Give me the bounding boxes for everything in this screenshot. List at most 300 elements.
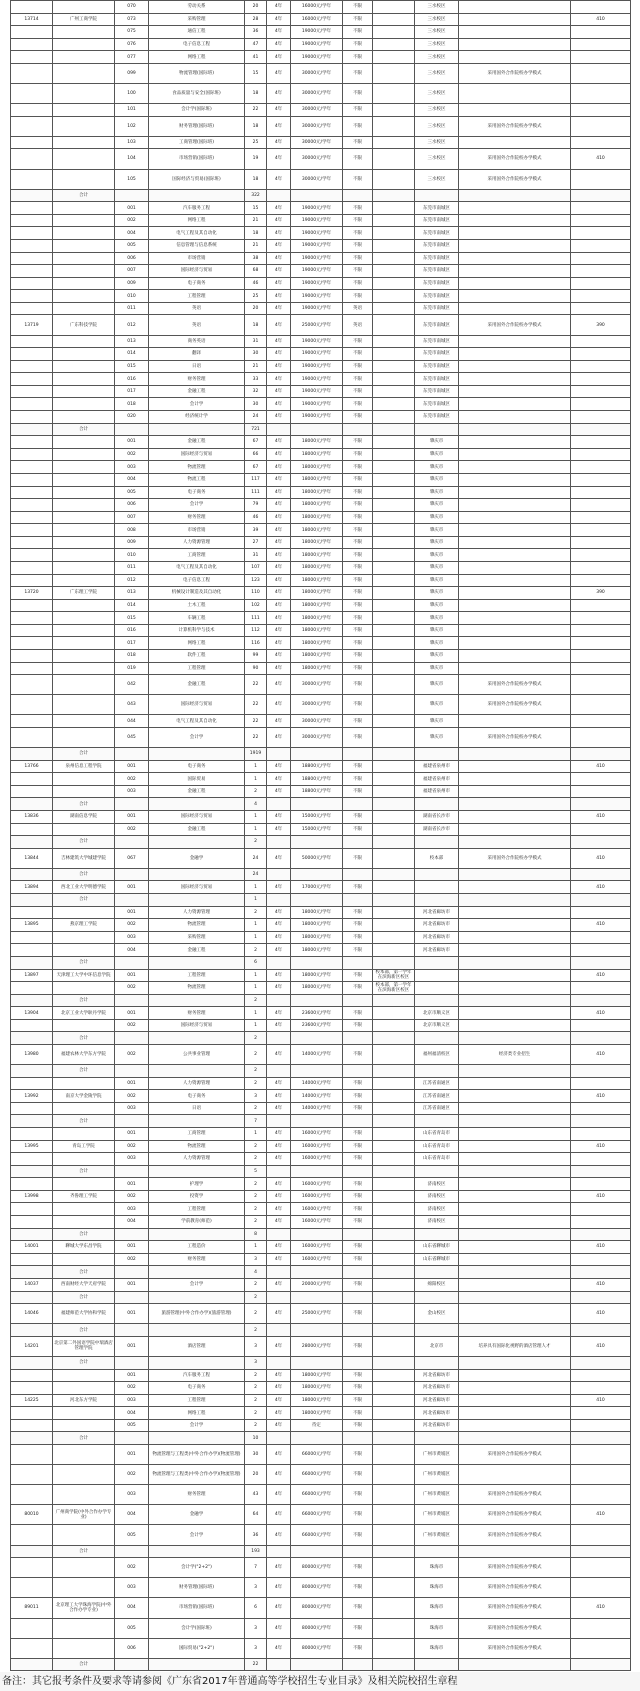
campus-cell: 河北省廊坊市: [415, 1419, 459, 1432]
years-cell: 4年: [267, 84, 291, 104]
language-cell: 不限: [343, 715, 373, 728]
language-cell: 不限: [343, 84, 373, 104]
remark-cell: [459, 411, 571, 424]
campus-cell: [415, 1165, 459, 1178]
plan-count-cell: 43: [245, 1485, 267, 1505]
years-cell: 4年: [267, 214, 291, 227]
score-cell: 390: [571, 587, 631, 600]
major-name-cell: 市场营销: [149, 524, 245, 537]
note-cell: [373, 1407, 415, 1420]
language-cell: [343, 1165, 373, 1178]
school-id-cell: [11, 748, 53, 761]
school-id-cell: [11, 1115, 53, 1128]
table-row: [11, 561, 631, 574]
years-cell: [267, 1324, 291, 1337]
score-cell: [571, 1324, 631, 1337]
fee-cell: 18000元/学年: [291, 549, 343, 562]
school-id-cell: [11, 1203, 53, 1216]
fee-cell: [291, 956, 343, 969]
major-code-cell: 003: [115, 461, 149, 474]
major-name-cell: 日语: [149, 360, 245, 373]
school-id-cell: [11, 773, 53, 786]
major-name-cell: [149, 1291, 245, 1304]
fee-cell: 18000元/学年: [291, 1382, 343, 1395]
subtotal-row: [11, 994, 631, 1007]
campus-cell: 肇庆市: [415, 461, 459, 474]
remark-cell: [459, 486, 571, 499]
plan-count-cell: 22: [245, 1658, 267, 1671]
major-name-cell: [149, 1658, 245, 1671]
table-row: [11, 1140, 631, 1153]
score-cell: 410: [571, 1304, 631, 1324]
remark-cell: [459, 1228, 571, 1241]
major-code-cell: 002: [115, 448, 149, 461]
remark-cell: [459, 1216, 571, 1229]
fee-cell: 18000元/学年: [291, 499, 343, 512]
fee-cell: 19000元/学年: [291, 398, 343, 411]
plan-count-cell: 3: [245, 1638, 267, 1658]
language-cell: 不限: [343, 398, 373, 411]
note-cell: [373, 84, 415, 104]
plan-count-cell: 32: [245, 385, 267, 398]
major-code-cell: 075: [115, 26, 149, 39]
table-row: [11, 1203, 631, 1216]
score-cell: [571, 436, 631, 449]
language-cell: 英语: [343, 302, 373, 315]
school-name-cell: 西北工业大学明德学院: [53, 881, 115, 894]
fee-cell: 16000元/学年: [291, 1253, 343, 1266]
plan-count-cell: 1: [245, 919, 267, 932]
score-cell: [571, 1077, 631, 1090]
major-code-cell: 001: [115, 1278, 149, 1291]
remark-cell: [459, 1266, 571, 1279]
plan-count-cell: 1: [245, 1128, 267, 1141]
school-id-cell: [11, 944, 53, 957]
major-code-cell: 010: [115, 549, 149, 562]
fee-cell: [291, 748, 343, 761]
major-code-cell: 001: [115, 906, 149, 919]
score-cell: [571, 549, 631, 562]
language-cell: 不限: [343, 1525, 373, 1545]
campus-cell: 三水校区: [415, 149, 459, 169]
table-row: [11, 823, 631, 836]
fee-cell: 30000元/学年: [291, 728, 343, 748]
major-code-cell: 044: [115, 715, 149, 728]
plan-count-cell: 116: [245, 637, 267, 650]
school-name-cell: [53, 715, 115, 728]
school-id-cell: [11, 982, 53, 995]
school-id-cell: [11, 277, 53, 290]
remark-cell: 采用国外合作院校办学模式: [459, 169, 571, 189]
major-name-cell: 人力资源管理: [149, 906, 245, 919]
major-name-cell: [149, 1228, 245, 1241]
years-cell: 4年: [267, 385, 291, 398]
school-id-cell: [11, 265, 53, 278]
table-row: [11, 277, 631, 290]
plan-count-cell: 110: [245, 587, 267, 600]
table-row: [11, 1558, 631, 1578]
plan-count-cell: 79: [245, 499, 267, 512]
table-row: [11, 26, 631, 39]
score-cell: [571, 461, 631, 474]
major-name-cell: 电子商务: [149, 1382, 245, 1395]
language-cell: 不限: [343, 662, 373, 675]
table-row: [11, 473, 631, 486]
major-name-cell: 财务管理: [149, 511, 245, 524]
school-id-cell: [11, 448, 53, 461]
fee-cell: 18000元/学年: [291, 931, 343, 944]
school-name-cell: [53, 116, 115, 136]
note-cell: [373, 499, 415, 512]
major-code-cell: 004: [115, 1505, 149, 1525]
remark-cell: [459, 919, 571, 932]
major-code-cell: 002: [115, 1253, 149, 1266]
school-name-cell: 合计: [53, 189, 115, 202]
fee-cell: 19000元/学年: [291, 214, 343, 227]
fee-cell: [291, 1432, 343, 1445]
plan-count-cell: 2: [245, 1032, 267, 1045]
table-row: [11, 728, 631, 748]
major-code-cell: 101: [115, 104, 149, 117]
school-id-cell: [11, 1407, 53, 1420]
language-cell: 不限: [343, 524, 373, 537]
campus-cell: 肇庆市: [415, 561, 459, 574]
years-cell: 4年: [267, 511, 291, 524]
major-code-cell: [115, 994, 149, 1007]
language-cell: [343, 189, 373, 202]
language-cell: 不限: [343, 348, 373, 361]
subtotal-row: [11, 894, 631, 907]
plan-count-cell: 68: [245, 265, 267, 278]
major-code-cell: 004: [115, 1598, 149, 1618]
school-id-cell: [11, 1, 53, 14]
score-cell: [571, 411, 631, 424]
remark-cell: [459, 38, 571, 51]
campus-cell: [415, 748, 459, 761]
school-name-cell: [53, 373, 115, 386]
fee-cell: [291, 1115, 343, 1128]
fee-cell: 待定: [291, 1419, 343, 1432]
campus-cell: 济南校区: [415, 1178, 459, 1191]
school-name-cell: [53, 473, 115, 486]
major-code-cell: 067: [115, 848, 149, 868]
campus-cell: 东莞市南城区: [415, 335, 459, 348]
school-name-cell: [53, 239, 115, 252]
campus-cell: 肇庆市: [415, 486, 459, 499]
major-code-cell: 003: [115, 1578, 149, 1598]
years-cell: [267, 1228, 291, 1241]
plan-count-cell: 21: [245, 214, 267, 227]
language-cell: 不限: [343, 227, 373, 240]
language-cell: 不限: [343, 436, 373, 449]
remark-cell: [459, 1356, 571, 1369]
school-id-cell: [11, 1558, 53, 1578]
language-cell: 不限: [343, 624, 373, 637]
major-code-cell: 003: [115, 1485, 149, 1505]
table-row: [11, 1007, 631, 1020]
school-id-cell: [11, 38, 53, 51]
years-cell: 4年: [267, 587, 291, 600]
school-name-cell: [53, 1128, 115, 1141]
school-id-cell: [11, 1465, 53, 1485]
table-row: [11, 1190, 631, 1203]
language-cell: [343, 836, 373, 849]
school-name-cell: 合计: [53, 994, 115, 1007]
note-cell: [373, 944, 415, 957]
note-cell: [373, 302, 415, 315]
campus-cell: 肇庆市: [415, 695, 459, 715]
major-name-cell: 财务管理: [149, 373, 245, 386]
language-cell: 不限: [343, 599, 373, 612]
major-code-cell: [115, 748, 149, 761]
plan-count-cell: 30: [245, 398, 267, 411]
language-cell: 不限: [343, 486, 373, 499]
remark-cell: [459, 599, 571, 612]
major-name-cell: 财务管理(国际班): [149, 116, 245, 136]
language-cell: 不限: [343, 1485, 373, 1505]
school-name-cell: [53, 277, 115, 290]
score-cell: [571, 1203, 631, 1216]
note-cell: [373, 906, 415, 919]
score-cell: 410: [571, 811, 631, 824]
fee-cell: 18000元/学年: [291, 599, 343, 612]
years-cell: 4年: [267, 1485, 291, 1505]
major-name-cell: 国际贸易("2+2"): [149, 1638, 245, 1658]
years-cell: 4年: [267, 823, 291, 836]
remark-cell: [459, 202, 571, 215]
plan-count-cell: 1: [245, 894, 267, 907]
note-cell: [373, 373, 415, 386]
school-id-cell: [11, 348, 53, 361]
years-cell: 4年: [267, 136, 291, 149]
score-cell: 410: [571, 1090, 631, 1103]
note-cell: [373, 1102, 415, 1115]
fee-cell: 19000元/学年: [291, 335, 343, 348]
campus-cell: 肇庆市: [415, 587, 459, 600]
major-code-cell: 001: [115, 436, 149, 449]
school-id-cell: [11, 1065, 53, 1078]
school-name-cell: [53, 1382, 115, 1395]
years-cell: 4年: [267, 277, 291, 290]
score-cell: [571, 1465, 631, 1485]
note-cell: [373, 1044, 415, 1064]
subtotal-row: [11, 423, 631, 436]
campus-cell: 山东省青岛市: [415, 1128, 459, 1141]
subtotal-row: [11, 836, 631, 849]
years-cell: 4年: [267, 411, 291, 424]
note-cell: [373, 1394, 415, 1407]
score-cell: [571, 202, 631, 215]
note-cell: [373, 385, 415, 398]
major-name-cell: 物流管理: [149, 982, 245, 995]
remark-cell: [459, 1465, 571, 1485]
years-cell: 4年: [267, 461, 291, 474]
language-cell: 不限: [343, 360, 373, 373]
plan-count-cell: 3: [245, 1336, 267, 1356]
school-id-cell: 13895: [11, 919, 53, 932]
years-cell: 4年: [267, 398, 291, 411]
school-id-cell: [11, 1419, 53, 1432]
school-name-cell: [53, 1407, 115, 1420]
campus-cell: 金山校区: [415, 1304, 459, 1324]
major-name-cell: [149, 868, 245, 881]
language-cell: 不限: [343, 969, 373, 982]
major-name-cell: 会计学: [149, 728, 245, 748]
school-name-cell: [53, 1419, 115, 1432]
fee-cell: 18000元/学年: [291, 511, 343, 524]
major-name-cell: 电气工程及其自动化: [149, 561, 245, 574]
school-id-cell: [11, 302, 53, 315]
major-name-cell: 会计学(国际班): [149, 1618, 245, 1638]
note-cell: [373, 38, 415, 51]
years-cell: 4年: [267, 1638, 291, 1658]
major-code-cell: 016: [115, 624, 149, 637]
school-name-cell: [53, 461, 115, 474]
table-row: [11, 13, 631, 26]
score-cell: [571, 136, 631, 149]
plan-count-cell: 24: [245, 411, 267, 424]
major-code-cell: 019: [115, 662, 149, 675]
school-id-cell: [11, 1253, 53, 1266]
major-name-cell: 英语: [149, 315, 245, 335]
language-cell: 不限: [343, 1090, 373, 1103]
fee-cell: 17000元/学年: [291, 881, 343, 894]
note-cell: [373, 398, 415, 411]
plan-count-cell: 18: [245, 84, 267, 104]
campus-cell: 河北省廊坊市: [415, 1382, 459, 1395]
plan-count-cell: 1: [245, 881, 267, 894]
score-cell: [571, 1558, 631, 1578]
plan-count-cell: 99: [245, 650, 267, 663]
years-cell: 4年: [267, 1304, 291, 1324]
note-cell: [373, 51, 415, 64]
major-code-cell: 020: [115, 411, 149, 424]
score-cell: [571, 1444, 631, 1464]
language-cell: 不限: [343, 549, 373, 562]
school-id-cell: [11, 1432, 53, 1445]
remark-cell: [459, 662, 571, 675]
score-cell: [571, 1128, 631, 1141]
table-row: [11, 1102, 631, 1115]
remark-cell: [459, 26, 571, 39]
language-cell: 不限: [343, 239, 373, 252]
major-code-cell: 043: [115, 695, 149, 715]
remark-cell: [459, 823, 571, 836]
school-id-cell: 14201: [11, 1336, 53, 1356]
campus-cell: 肇庆市: [415, 524, 459, 537]
remark-cell: [459, 1032, 571, 1045]
campus-cell: 广州市黄埔区: [415, 1485, 459, 1505]
subtotal-row: [11, 1115, 631, 1128]
remark-cell: 采用国外合作院校办学模式: [459, 1578, 571, 1598]
fee-cell: [291, 423, 343, 436]
major-name-cell: 财务管理: [149, 1485, 245, 1505]
school-id-cell: [11, 1102, 53, 1115]
school-name-cell: [53, 1465, 115, 1485]
language-cell: 不限: [343, 1190, 373, 1203]
fee-cell: 30000元/学年: [291, 116, 343, 136]
years-cell: 4年: [267, 1190, 291, 1203]
remark-cell: [459, 536, 571, 549]
plan-count-cell: 3: [245, 1090, 267, 1103]
remark-cell: [459, 473, 571, 486]
campus-cell: [415, 969, 459, 982]
score-cell: 410: [571, 969, 631, 982]
school-name-cell: [53, 1253, 115, 1266]
campus-cell: 三水校区: [415, 51, 459, 64]
school-id-cell: 14037: [11, 1278, 53, 1291]
school-id-cell: [11, 84, 53, 104]
major-code-cell: 104: [115, 149, 149, 169]
years-cell: 4年: [267, 612, 291, 625]
school-id-cell: [11, 823, 53, 836]
major-code-cell: [115, 1065, 149, 1078]
school-id-cell: 13897: [11, 969, 53, 982]
school-name-cell: [53, 335, 115, 348]
fee-cell: 15000元/学年: [291, 811, 343, 824]
school-id-cell: [11, 1153, 53, 1166]
school-name-cell: [53, 214, 115, 227]
table-row: [11, 1444, 631, 1464]
score-cell: 410: [571, 848, 631, 868]
years-cell: 4年: [267, 969, 291, 982]
note-cell: [373, 1304, 415, 1324]
campus-cell: [415, 994, 459, 1007]
plan-count-cell: 36: [245, 26, 267, 39]
school-name-cell: 合计: [53, 1115, 115, 1128]
major-name-cell: 会计学: [149, 499, 245, 512]
plan-count-cell: 67: [245, 461, 267, 474]
years-cell: 4年: [267, 63, 291, 83]
fee-cell: [291, 994, 343, 1007]
score-cell: [571, 290, 631, 303]
campus-cell: 东莞市南城区: [415, 265, 459, 278]
note-cell: [373, 994, 415, 1007]
campus-cell: 湖南省长沙市: [415, 823, 459, 836]
remark-cell: [459, 1658, 571, 1671]
score-cell: 410: [571, 1598, 631, 1618]
note-cell: [373, 1153, 415, 1166]
language-cell: 不限: [343, 1241, 373, 1254]
fee-cell: 18000元/学年: [291, 637, 343, 650]
language-cell: 不限: [343, 919, 373, 932]
major-code-cell: 006: [115, 252, 149, 265]
major-name-cell: 工程管理: [149, 662, 245, 675]
score-cell: [571, 728, 631, 748]
remark-cell: [459, 1102, 571, 1115]
school-name-cell: [53, 1019, 115, 1032]
years-cell: [267, 1432, 291, 1445]
table-row: [11, 1369, 631, 1382]
years-cell: [267, 1165, 291, 1178]
major-name-cell: 国际经济与贸易: [149, 811, 245, 824]
major-code-cell: 005: [115, 239, 149, 252]
remark-cell: [459, 1190, 571, 1203]
campus-cell: 三水校区: [415, 136, 459, 149]
major-name-cell: 公共事业管理: [149, 1044, 245, 1064]
score-cell: 410: [571, 1278, 631, 1291]
language-cell: 不限: [343, 473, 373, 486]
note-cell: [373, 748, 415, 761]
remark-cell: [459, 398, 571, 411]
language-cell: 不限: [343, 785, 373, 798]
note-cell: [373, 315, 415, 335]
score-cell: [571, 1216, 631, 1229]
plan-count-cell: 2: [245, 1044, 267, 1064]
plan-count-cell: 3: [245, 1578, 267, 1598]
fee-cell: 18000元/学年: [291, 982, 343, 995]
plan-count-cell: 19: [245, 149, 267, 169]
